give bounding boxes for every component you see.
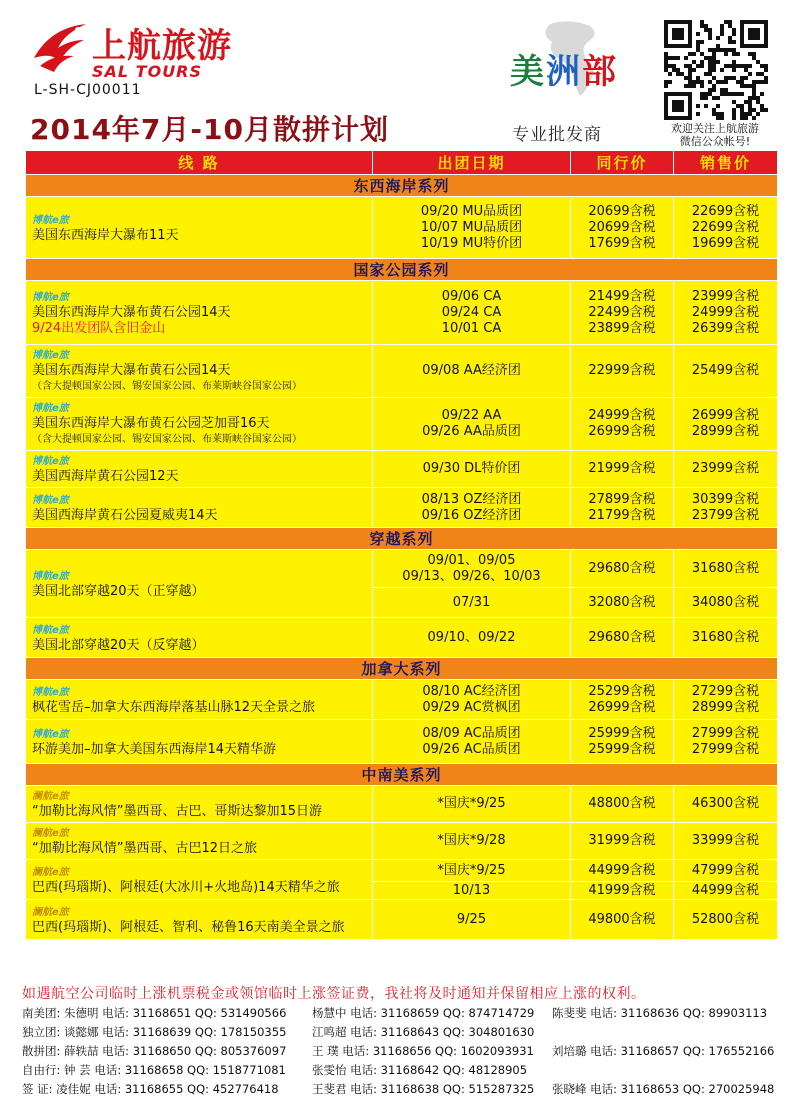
retail-price-cell: [674, 900, 778, 940]
section-title: 加拿大系列: [26, 658, 778, 680]
table-row: [26, 860, 778, 882]
retail-price: 28999含税: [691, 699, 760, 715]
departure-date: *国庆*9/25: [437, 862, 506, 878]
retail-price: 34080含税: [691, 594, 760, 610]
departure-dates-cell: [373, 345, 571, 398]
departure-dates-cell: [373, 550, 571, 588]
retail-price: 24999含税: [691, 304, 760, 320]
product-tag: 博航e旅: [32, 291, 69, 303]
agent-price: 31999含税: [588, 833, 656, 848]
product-tag: 博航e旅: [32, 494, 69, 506]
departure-date: 10/13: [452, 882, 491, 898]
agent-price: 41999含税: [588, 882, 656, 898]
agent-price: 21499含税: [588, 288, 656, 304]
product-tag: 博航e旅: [32, 403, 69, 414]
contact-entry: 张晓峰 电话: 31168653 QQ: 270025948: [552, 1082, 775, 1096]
agent-price: 29680含税: [588, 629, 656, 645]
retail-price-cell: [674, 786, 778, 823]
departure-date: 09/29 AC赏枫团: [422, 699, 521, 715]
product-tag: 澜航e旅: [32, 791, 69, 802]
route-name: 美国北部穿越20天（反穿越）: [32, 637, 205, 653]
departure-date: *国庆*9/25: [437, 796, 506, 811]
page-header: [0, 0, 800, 150]
retail-price-cell: [674, 823, 778, 860]
agent-price: 21999含税: [588, 461, 656, 476]
agent-price: 25999含税: [588, 725, 656, 741]
contact-entry: 南美团: 朱德明 电话: 31168651 QQ: 531490566: [22, 1006, 287, 1020]
departure-date: 10/07 MU品质团: [420, 219, 523, 235]
retail-price-cell: [674, 488, 778, 528]
table-row: [26, 823, 778, 860]
agent-price-cell: [571, 451, 674, 488]
retail-price: 22699含税: [691, 203, 760, 219]
departure-dates-cell: [373, 720, 571, 764]
retail-price-cell: [674, 882, 778, 900]
section-row: [26, 764, 778, 786]
agent-price-cell: [571, 823, 674, 860]
retail-price-cell: [674, 451, 778, 488]
contact-entry: 张雯怡 电话: 31168642 QQ: 48128905: [312, 1063, 528, 1077]
route-cell: [26, 197, 373, 259]
column-header: 出团日期: [373, 151, 571, 175]
retail-price: 27999含税: [691, 741, 760, 757]
license-number: L-SH-CJ00011: [34, 82, 142, 98]
table-row: [26, 680, 778, 720]
agent-price: 22999含税: [588, 363, 656, 378]
table-row: [26, 618, 778, 658]
department-char: 美: [510, 52, 546, 92]
contact-row: [22, 1005, 792, 1021]
retail-price: 19699含税: [691, 235, 760, 251]
tour-plan-table: [25, 150, 778, 940]
section-title: 穿越系列: [26, 528, 778, 550]
departure-date: 09/24 CA: [441, 304, 502, 320]
section-title: 中南美系列: [26, 764, 778, 786]
departure-date: 09/26 AA品质团: [422, 424, 521, 439]
retail-price-cell: [674, 680, 778, 720]
contact-entry: 王斐君 电话: 31168638 QQ: 515287325: [312, 1082, 535, 1096]
contact-entry: 王 璞 电话: 31168656 QQ: 1602093931: [312, 1044, 534, 1058]
product-tag: 博航e旅: [32, 728, 69, 740]
departure-date: 09/16 OZ经济团: [421, 507, 522, 523]
departure-date: 09/06 CA: [441, 288, 502, 304]
agent-price: 26999含税: [588, 424, 656, 439]
table-row: [26, 451, 778, 488]
departure-date: 10/01 CA: [441, 320, 502, 336]
table-row: [26, 720, 778, 764]
contact-row: [22, 1043, 792, 1059]
agent-price-cell: [571, 398, 674, 451]
agent-price: 20699含税: [588, 203, 656, 219]
agent-price-cell: [571, 882, 674, 900]
agent-price-cell: [571, 720, 674, 764]
agent-price: 22499含税: [588, 304, 656, 320]
contact-row: [22, 1024, 792, 1040]
table-header-row: [26, 151, 778, 175]
departure-dates-cell: [373, 588, 571, 618]
departure-date: 09/22 AA: [441, 408, 502, 423]
departure-dates-cell: [373, 488, 571, 528]
route-cell: [26, 345, 373, 398]
agent-price: 20699含税: [588, 219, 656, 235]
route-name: 美国西海岸黄石公园12天: [32, 469, 179, 484]
contact-row: [22, 1062, 792, 1078]
table-row: [26, 550, 778, 588]
table-row: [26, 398, 778, 451]
departure-dates-cell: [373, 900, 571, 940]
agent-price-cell: [571, 860, 674, 882]
agent-price-cell: [571, 488, 674, 528]
contact-entry: 自由行: 钟 芸 电话: 31168658 QQ: 1518771081: [22, 1063, 286, 1077]
departure-dates-cell: [373, 281, 571, 345]
retail-price-cell: [674, 281, 778, 345]
departure-date: 09/30 DL特价团: [422, 461, 521, 476]
retail-price-cell: [674, 588, 778, 618]
department-char: 洲: [546, 52, 582, 92]
table-row: [26, 197, 778, 259]
contact-row: [22, 1081, 792, 1097]
agent-price-cell: [571, 197, 674, 259]
retail-price: 23999含税: [691, 288, 760, 304]
departure-dates-cell: [373, 197, 571, 259]
retail-price-cell: [674, 550, 778, 588]
agent-price: 26999含税: [588, 699, 656, 715]
product-tag: 澜航e旅: [32, 906, 69, 918]
route-cell: [26, 680, 373, 720]
route-name: 美国东西海岸大瀑布黄石公园14天: [32, 363, 231, 378]
retail-price: 23799含税: [691, 507, 760, 523]
route-name: 美国东西海岸大瀑布11天: [32, 227, 179, 243]
wechat-qr-code[interactable]: [664, 20, 768, 120]
route-cell: [26, 786, 373, 823]
departure-dates-cell: [373, 398, 571, 451]
route-cell: [26, 720, 373, 764]
departure-date: 9/25: [456, 911, 487, 927]
product-tag: 澜航e旅: [32, 866, 69, 878]
department-char: 部: [582, 52, 618, 92]
route-cell: [26, 860, 373, 900]
agent-price: 49800含税: [588, 911, 656, 927]
agent-price-cell: [571, 588, 674, 618]
contact-entry: 刘培璐 电话: 31168657 QQ: 176552166: [552, 1044, 775, 1058]
price-notice: 如遇航空公司临时上涨机票税金或领馆临时上涨签证费，我社将及时通知并保留相应上涨的权利。: [22, 986, 646, 1002]
route-name: 美国东西海岸大瀑布黄石公园芝加哥16天: [32, 416, 270, 431]
departure-dates-cell: [373, 882, 571, 900]
route-name: 美国东西海岸大瀑布黄石公园14天: [32, 304, 231, 320]
section-row: [26, 175, 778, 197]
retail-price: 26999含税: [691, 408, 760, 423]
agent-price-cell: [571, 680, 674, 720]
route-note: 9/24出发团队含旧金山: [32, 320, 166, 336]
agent-price-cell: [571, 550, 674, 588]
retail-price-cell: [674, 398, 778, 451]
route-name: “加勒比海风情”墨西哥、古巴、哥斯达黎加15日游: [32, 804, 323, 819]
agent-price: 23899含税: [588, 320, 656, 336]
product-tag: 博航e旅: [32, 624, 69, 636]
contact-entry: 独立团: 谈懿娜 电话: 31168639 QQ: 178150355: [22, 1025, 287, 1039]
departure-dates-cell: [373, 786, 571, 823]
departure-date: 09/26 AC品质团: [422, 741, 521, 757]
brand-name-cn: 上航旅游: [92, 26, 232, 66]
departure-date: 09/20 MU品质团: [420, 203, 523, 219]
agent-price-cell: [571, 900, 674, 940]
route-cell: [26, 451, 373, 488]
department-name: [510, 44, 618, 93]
page-title: 2014年7月-10月散拼计划: [30, 113, 389, 146]
retail-price: 46300含税: [691, 796, 760, 811]
route-name: 巴西(玛瑙斯)、阿根廷(大冰川+火地岛)14天精华之旅: [32, 879, 340, 895]
agent-price: 17699含税: [588, 235, 656, 251]
retail-price: 31680含税: [691, 560, 760, 576]
retail-price-cell: [674, 720, 778, 764]
product-tag: 澜航e旅: [32, 828, 69, 839]
agent-price: 29680含税: [588, 560, 656, 576]
qr-caption-line: 欢迎关注上航旅游: [671, 122, 759, 135]
retail-price: 22699含税: [691, 219, 760, 235]
route-name: 巴西(玛瑙斯)、阿根廷、智利、秘鲁16天南美全景之旅: [32, 919, 345, 935]
qr-caption: [640, 122, 790, 148]
retail-price-cell: [674, 618, 778, 658]
departure-date: 08/13 OZ经济团: [421, 491, 522, 507]
agent-price: 21799含税: [588, 507, 656, 523]
retail-price: 52800含税: [691, 911, 760, 927]
table-row: [26, 786, 778, 823]
route-name: 美国北部穿越20天（正穿越）: [32, 583, 205, 599]
retail-price: 30399含税: [691, 491, 760, 507]
agent-price: 24999含税: [588, 408, 656, 423]
departure-date: 09/01、09/05: [427, 552, 516, 568]
retail-price: 27999含税: [691, 725, 760, 741]
agent-price: 27899含税: [588, 491, 656, 507]
wholesale-label: 专业批发商: [512, 125, 602, 145]
agent-price: 25999含税: [588, 741, 656, 757]
agent-price-cell: [571, 281, 674, 345]
table-row: [26, 900, 778, 940]
departure-dates-cell: [373, 618, 571, 658]
contact-entry: 陈斐斐 电话: 31168636 QQ: 89903113: [552, 1006, 768, 1020]
route-inclusions: （含大提顿国家公园、锡安国家公园、布莱斯峡谷国家公园）: [32, 434, 302, 445]
agent-price-cell: [571, 618, 674, 658]
departure-dates-cell: [373, 860, 571, 882]
agent-price-cell: [571, 786, 674, 823]
column-header: 线 路: [26, 151, 373, 175]
route-cell: [26, 823, 373, 860]
column-header: 销售价: [674, 151, 778, 175]
departure-dates-cell: [373, 451, 571, 488]
section-row: [26, 259, 778, 281]
route-name: “加勒比海风情”墨西哥、古巴12日之旅: [32, 841, 258, 856]
retail-price: 27299含税: [691, 683, 760, 699]
route-name: 枫花雪岳–加拿大东西海岸落基山脉12天全景之旅: [32, 699, 316, 715]
qr-caption-line: 微信公众帐号!: [679, 135, 751, 148]
retail-price: 33999含税: [691, 833, 760, 848]
departure-date: 09/08 AA经济团: [422, 363, 521, 378]
section-row: [26, 528, 778, 550]
retail-price: 44999含税: [691, 882, 760, 898]
departure-date: 07/31: [452, 594, 491, 610]
retail-price-cell: [674, 345, 778, 398]
route-cell: [26, 488, 373, 528]
table-row: [26, 488, 778, 528]
departure-dates-cell: [373, 823, 571, 860]
route-name: 美国西海岸黄石公园夏威夷14天: [32, 507, 218, 523]
retail-price: 28999含税: [691, 424, 760, 439]
retail-price-cell: [674, 197, 778, 259]
departure-dates-cell: [373, 680, 571, 720]
contact-entry: 签 证: 凌佳妮 电话: 31168655 QQ: 452776418: [22, 1082, 279, 1096]
route-cell: [26, 618, 373, 658]
product-tag: 博航e旅: [32, 570, 69, 582]
agent-price-cell: [571, 345, 674, 398]
product-tag: 博航e旅: [32, 686, 69, 698]
route-name: 环游美加–加拿大美国东西海岸14天精华游: [32, 741, 277, 757]
departure-date: 09/13、09/26、10/03: [402, 568, 541, 584]
departure-date: 10/19 MU特价团: [420, 235, 523, 251]
product-tag: 博航e旅: [32, 456, 69, 467]
table-row: [26, 281, 778, 345]
contact-entry: 杨慧中 电话: 31168659 QQ: 874714729: [312, 1006, 535, 1020]
retail-price: 31680含税: [691, 629, 760, 645]
column-header: 同行价: [571, 151, 674, 175]
product-tag: 博航e旅: [32, 214, 69, 226]
product-tag: 博航e旅: [32, 350, 69, 361]
retail-price: 26399含税: [691, 320, 760, 336]
agent-price: 44999含税: [588, 862, 656, 878]
agent-price: 48800含税: [588, 796, 656, 811]
agent-price: 32080含税: [588, 594, 656, 610]
americas-department-badge: [500, 18, 660, 118]
brand-name-en: SAL TOURS: [92, 62, 203, 81]
contact-entry: 散拼团: 薛轶喆 电话: 31168650 QQ: 805376097: [22, 1044, 287, 1058]
section-title: 东西海岸系列: [26, 175, 778, 197]
section-row: [26, 658, 778, 680]
retail-price: 23999含税: [691, 461, 760, 476]
retail-price: 47999含税: [691, 862, 760, 878]
retail-price-cell: [674, 860, 778, 882]
route-cell: [26, 281, 373, 345]
page-footer: [0, 983, 800, 1100]
contact-entry: 江鸣超 电话: 31168643 QQ: 304801630: [312, 1025, 535, 1039]
departure-date: 08/10 AC经济团: [422, 683, 521, 699]
retail-price: 25499含税: [691, 363, 760, 378]
departure-date: 09/10、09/22: [427, 629, 516, 645]
agent-price: 25299含税: [588, 683, 656, 699]
route-cell: [26, 550, 373, 618]
departure-date: 08/09 AC品质团: [422, 725, 521, 741]
route-cell: [26, 398, 373, 451]
table-row: [26, 345, 778, 398]
route-cell: [26, 900, 373, 940]
departure-date: *国庆*9/28: [437, 833, 506, 848]
route-inclusions: （含大提顿国家公园、锡安国家公园、布莱斯峡谷国家公园）: [32, 381, 302, 392]
section-title: 国家公园系列: [26, 259, 778, 281]
phoenix-logo-icon: [30, 18, 90, 78]
